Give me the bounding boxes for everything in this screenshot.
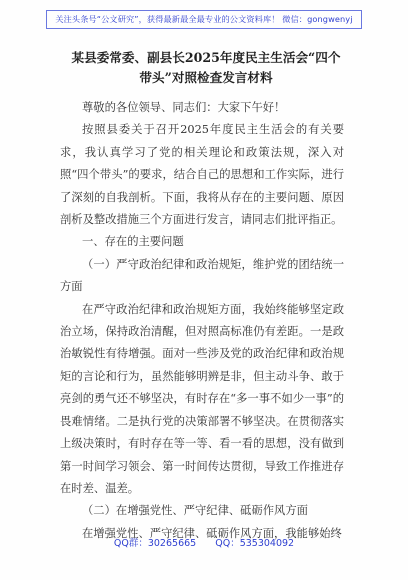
greeting-paragraph: 尊敬的各位领导、同志们：大家下午好！: [82, 101, 286, 114]
document-body: [60, 97, 344, 545]
subsection-paragraph-1: 在严守政治纪律和政治规矩方面，我始终能够坚定政治立场，保持政治清醒，但对照高标准仍有差距。一是政治敏锐性有待增强。面对一些涉及党的政治纪律和政治规矩的言论和行为，虽然能够明辨是非，但主动斗争、敢于亮剑的勇气还不够坚决，有时存在“多一事不如少一事”的畏难情绪。二是执行党的决策部署不够坚决。在贯彻落实上级决策时，有时存在等一等、看一看的思想，没有做到第一时间学习领会、第一时间传达贯彻，导致工作推进存在时差、温差。: [60, 302, 344, 495]
intro-paragraph: 按照县委关于召开2025年度民主生活会的有关要求，我认真学习了党的相关理论和政策法规，深入对照“四个带头”的要求，结合自己的思想和工作实际，进行了深刻的自我剖析。下面，我将从存在的主要问题、原因剖析及整改措施三个方面进行发言，请同志们批评指正。: [60, 123, 344, 227]
document-title: 某县委常委、副县长2025年度民主生活会“四个带头”对照检查发言材料: [71, 50, 341, 85]
subsection-heading-2: （二）在增强党性、严守纪律、砥砺作风方面: [82, 504, 308, 518]
footer-qq-group: QQ群：30265665: [113, 538, 197, 549]
top-banner: [0, 10, 408, 29]
subsection-paragraph-2: 在增强党性、严守纪律、砥砺作风方面，我能够始终: [82, 526, 342, 540]
footer-qq: QQ：535304092: [215, 538, 295, 549]
footer-contact: [0, 535, 408, 549]
banner-text: 关注头条号“公文研究”，获得最新最全最专业的公文资料库！ 微信：gongwenyj: [46, 10, 361, 29]
section-heading-1: 一、存在的主要问题: [82, 235, 184, 249]
subsection-heading-1: （一）严守政治纪律和政治规矩，维护党的团结统一方面: [60, 257, 344, 294]
